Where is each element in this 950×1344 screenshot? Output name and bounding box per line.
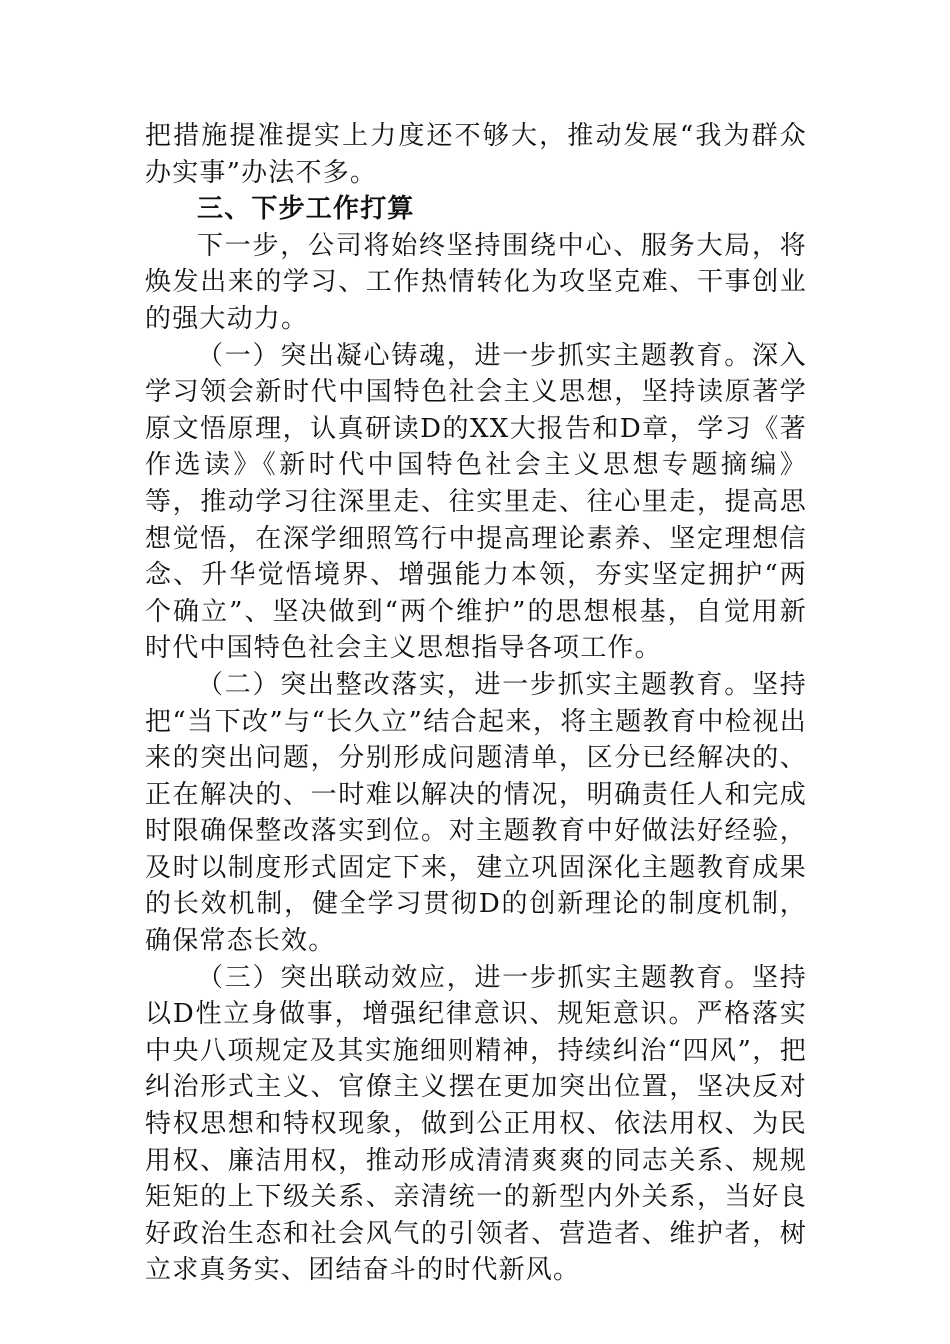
document-page [145,118,807,1289]
paragraph-next-step: 下一步，公司将始终坚持围绕中心、服务大局，将焕发出来的学习、工作热情转化为攻坚克难、干事创业的强大动力。 [145,230,807,334]
section-heading: 三、下步工作打算 [197,194,415,225]
paragraph-item-1: （一）突出凝心铸魂，进一步抓实主题教育。深入学习领会新时代中国特色社会主义思想，坚持读原著学原文悟原理，认真研读D的XX大报告和D章，学习《著作选读》《新时代中国特色社会主义思想专题摘编》等，推动学习往深里走、往实里走、往心里走，提高思想觉悟，在深学细照笃行中提高理论素养、坚定理想信念、升华觉悟境界、增强能力本领，夯实坚定拥护“两个确立”、坚决做到“两个维护”的思想根基，自觉用新时代中国特色社会主义思想指导各项工作。 [145,340,807,664]
paragraph-item-3: （三）突出联动效应，进一步抓实主题教育。坚持以D性立身做事，增强纪律意识、规矩意识。严格落实中央八项规定及其实施细则精神，持续纠治“四风”，把纠治形式主义、官僚主义摆在更加突出位置，坚决反对特权思想和特权现象，做到公正用权、依法用权、为民用权、廉洁用权，推动形成清清爽爽的同志关系、规规矩矩的上下级关系、亲清统一的新型内外关系，当好良好政治生态和社会风气的引领者、营造者、维护者，树立求真务实、团结奋斗的时代新风。 [145,962,807,1286]
paragraph-item-2: （二）突出整改落实，进一步抓实主题教育。坚持把“当下改”与“长久立”结合起来，将主题教育中检视出来的突出问题，分别形成问题清单，区分已经解决的、正在解决的、一时难以解决的情况，明确责任人和完成时限确保整改落实到位。对主题教育中好做法好经验，及时以制度形式固定下来，建立巩固深化主题教育成果的长效机制，健全学习贯彻D的创新理论的制度机制，确保常态长效。 [145,669,807,957]
paragraph-intro-continuation: 把措施提准提实上力度还不够大，推动发展“我为群众办实事”办法不多。 [145,121,807,188]
